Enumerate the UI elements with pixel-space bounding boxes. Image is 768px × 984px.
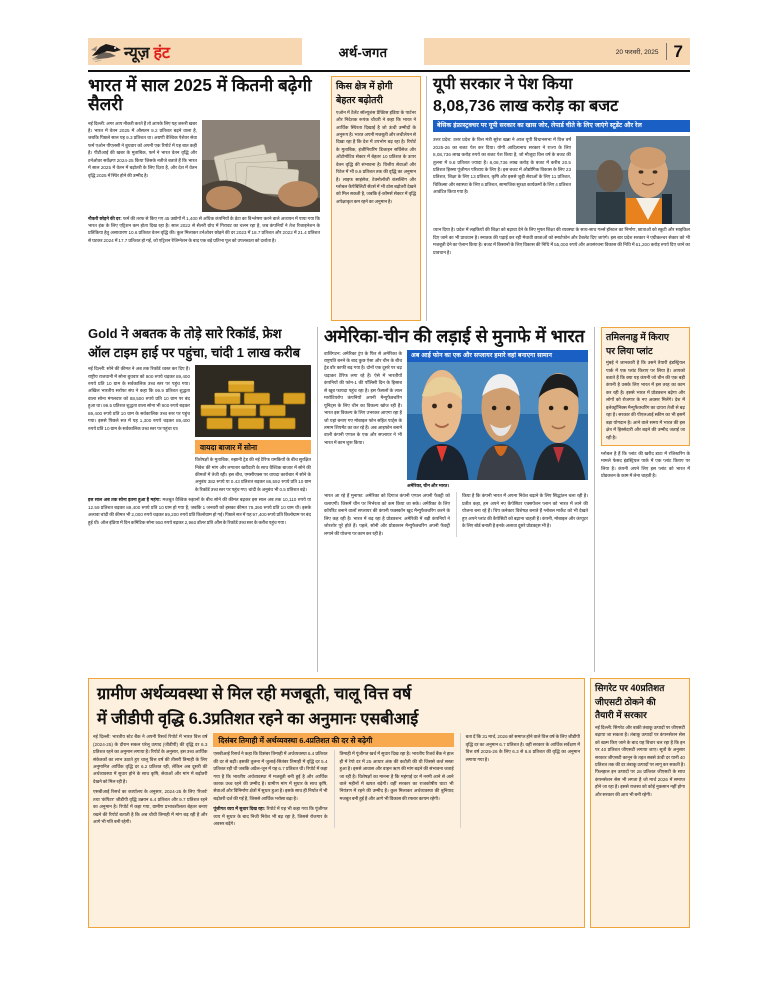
budget-band: बेसिक इंफ्रास्ट्रक्चर पर यूपी सरकार का खास जोर, लेपार्ड चीते के लिए जाएंगे स्टूडेंट और रेल: [433, 120, 690, 132]
masthead-meta: [424, 38, 690, 65]
budget-headline-line2: 8,08,736 लाख करोड़ का बजट: [433, 97, 619, 115]
budget-body-1: उत्तर प्रदेश: उत्तर प्रदेश के वित्त मंत्री सुरेश खन्ना ने आज यूपी विधानसभा में वित्त वर्ष 2025-26 का बजट पेश कर दिया। योगी आदित्यनाथ सरकार ने राज्य के लिए 8,08,736 लाख करोड़ रुपये का बजट पेश किया है, जो मौजूदा वित्त वर्ष के बजट की तुलना में 9.8 प्रतिशत ज्यादा है। 8,08,736 लाख करोड़ के बजट में करीब 20.5 प्रतिशत हिस्सा पूंजीगत परिव्यय के लिए है। इस बजट में औद्योगिक विकास के लिए 23 प्रतिशत, शिक्षा के लिए 13 प्रतिशत, कृषि और इससे जुड़ी सेवाओं के लिए 11 प्रतिशत, चिकित्सा और स्वास्थ्य के लिए 6 प्रतिशत, सामाजिक सुरक्षा कार्यक्रमों के लिए 4 प्रतिशत आवंटित किया गया है।: [433, 137, 571, 195]
eagle-bird-logo-icon: [90, 41, 124, 63]
tn-headline-line1: तमिलनाडु में किराए: [606, 332, 669, 342]
us-china-body-mid: भारत आ रहे हैं मुनाफा: अमेरिका को दिगाज कंपनी एप्पल अपनी फैक्ट्री को चलाएगी। जिसमें चीन पर निर्भरता को कम किया जा सके। अमेरिका के लिए कॉर्पोरेट बनाने वालों सप्लायर की कंपनी फक्स्कॉन खुद मैन्युफैक्चरिंग करने के लिए कह रही है। भारत में बढ़ रहा है प्रोडक्शन: अमेरिकी में बड़ी कंपनियों ने जोरशोर पूरे होते हैं। पहले, सोनी और प्रोडक्शन मैन्युफैक्चरिंग अपनी फैक्ट्री लगाने की योजना पर काम कर रही है।: [324, 493, 450, 536]
us-china-band: अब आई फोन का एक और सप्लायर हमारे वहां बनाएगा सामान: [407, 350, 588, 362]
gdp-body-2: एसबीआई रिसर्च का कार्यालय के अनुसार, 2024-25 के लिए 'रिजर्व' तथा 'कंपिटर' जीडीपी वृद्धि उन्नयन 6.4 प्रतिशत और 9.7 प्रतिशत रहने का अनुमान है। रिपोर्ट में कहा गया, ग्रामीण प्रभावशीलता बेहतर बनाए रखने की रिपोर्ट बताती है कि अब चौथी तिमाही में मांग बढ़ रही है और आगे भी गति बनी रहेगी।: [93, 789, 208, 825]
masthead-brand: [88, 38, 302, 65]
gdp-col-2: [213, 733, 453, 827]
gdp-sub-label: पूंजीगत व्यय में सुधार दिख रहा:: [213, 806, 266, 812]
us-china-body-tail: ग्लोबल है हैं कि प्लांट की खरीद डाटा में रजिस्टरिंग के मामले फेसद इंडस्ट्रियल पार्क में एक प्लांट किराए पर लिया है। कंपनी अपने लिए इस प्लांट को भारत में प्रोडक्शन के काम में लेना चाहती है।: [601, 450, 690, 479]
gold-photo-bars: [195, 365, 311, 437]
middle-region: [88, 327, 690, 672]
gdp-body-1: नई दिल्ली: भारतीय स्टेट बैंक ने अपनी रिसर्च रिपोर्ट में भारत वित्त वर्ष (2024-25) के दौरान सकल घरेलू उत्पाद (जीडीपी) की वृद्धि दर 6.3 प्रतिशत रहने का अनुमान लगाया है। रिपोर्ट के अनुसार, इस उच्च आर्थिक संकेतकों का लाभ उठाते हुए चालू वित्त वर्ष की तीसरी तिमाही के लिए अनुमानित आर्थिक वृद्धि दर 6.2 प्रतिशत रही, लेकिन अब दूसरी की अर्थव्यवस्था में सुधार होने के साथ कृषि, सेवाओं और मांग में बढ़ोतरी देखने को मिल रही है।: [93, 734, 208, 784]
salary-photo-money: [202, 120, 320, 212]
gdp-col-3: [460, 733, 580, 827]
top-region: [88, 76, 690, 321]
salary-sub-label: नौकरी छोड़ने की दर:: [88, 215, 122, 221]
story-salary: [88, 76, 326, 321]
cig-headline-line2: जीएसटी ठोकने की: [595, 696, 656, 707]
sector-body: एओन में टैलेंट सॉल्यूशंस प्रैक्टिस इंडिया के पार्टनर और निदेशक रूपंक चौधरी ने कहा कि भारत ने आर्थिक स्थिरता दिखाई है जो ऊंची उम्मीदों के अनुरूप है। भारत अपनी मजबूती और लचीलेपन से दिखा रहा है कि देश में उपभोग बढ़ रहा है। रिपोर्ट के मुताबिक, इंजीनियरिंग डिजाइन सर्विसेज और ऑटोमोटिव सेक्टर में बेहतर 10 प्रतिशत के ऊपर वेतन वृद्धि की संभावना है। वित्तीय सेवाओं और रिटेल में भी 9.9 प्रतिशत तक की वृद्धि का अनुमान है। लाइफ साइंसेज, टेक्नोलॉजी कंसल्टिंग और ग्लोबल कैपेबिलिटी सेंटर्स में भी ठोस बढ़ोतरी देखने को मिल सकती है, जबकि ई-कॉमर्स सेक्टर में वृद्धि अपेक्षाकृत कम रहने का अनुमान है।: [336, 109, 416, 204]
story-gold: [88, 327, 318, 672]
gdp-body-3: एसबीआई रिसर्च ने कहा कि दिसंबर तिमाही में अर्थव्यवस्था 6.4 प्रतिशत की दर से बढ़ी। इसकी तुलना में जुलाई-सितंबर तिमाही में वृद्धि दर 5.4 प्रतिशत रही थी जबकि अप्रैल-जून में यह 6.7 प्रतिशत थी। रिपोर्ट में कहा गया है कि भारतीय अर्थव्यवस्था में मजबूती बनी हुई है और आर्थिक कारक उच्च रहने की उम्मीद है। ग्रामीण मांग में सुधार के साथ कृषि, सेवाओं और विनिर्माण क्षेत्रों में सुधार हुआ है। इसके साथ ही निर्यात में भी बढ़ोतरी दर्ज की गई है, जिससे आर्थिक भरोसा बढ़ा है।: [213, 751, 328, 801]
salary-body-2: नौकरी छोड़ने की दर: फर्म की तरफ से किए गए 45 उद्योगों में 1,400 से अधिक कंपनियों के डेटा का विश्लेषण करने वाले अध्ययन में पाया गया कि भारत इंक के लिए एट्रिशन कम होता दिख रहा है। साल 2022 से सैलरी ग्रोथ में गिरावट का चलन रहा है, जब कंपनियों ने तेज रिजाइनेशन के प्रतिकिया हेतु असाधारण 10.6 प्रतिशत वेतन वृद्धि की। कुल मिलाकर टर्नओवर छोड़ने की दर 2023 में 18.7 प्रतिशत और 2022 में 21.4 प्रतिशत से घटकर 2024 में 17.7 प्रतिशत हो गई, जो एट्रिशन रेजिग्नेशन के बाद एक बड़े प्रतिभा पूल को उपलब्धता को दर्शाता है।: [88, 215, 320, 243]
gdp-body-5: तिमाही में पूंजीगत खर्च में सुधार दिख रहा है। भारतीय रिजर्व बैंक ने हाल ही में रेपो दर में 25 आधार अंक की कटौती की थी जिससे कर्ज सस्ता हुआ है। इससे आवास और वाहन ऋण की मांग बढ़ने की संभावना जताई जा रही है। विशेषज्ञों का मानना है कि महंगाई दर में नरमी आने से आने वाले महीनों में खपत बढ़ेगी। वहीं सरकार का राजकोषीय घाटा भी नियंत्रण में रहने की उम्मीद है। कुल मिलाकर अर्थव्यवस्था की बुनियाद मजबूत बनी हुई है और आगे भी विकास की रफ्तार कायम रहेगी।: [339, 751, 454, 801]
gold-sidebar-bar: वायदा बाजार में सोना: [195, 440, 311, 454]
cig-headline-line3: तैयारी में सरकार: [595, 710, 647, 721]
gold-body-1: नई दिल्ली: सोने की कीमत ने अब तक रिकॉर्ड ध्वस्त कर दिए हैं। राष्ट्रीय राजधानी में सोना बुधवार को 900 रुपये चढ़कर 89,400 रुपये प्रति 10 ग्राम के सर्वकालिक उच्च स्तर पर पहुंच गया। अखिल भारतीय सर्राफा संघ ने कहा कि 99.9 प्रतिशत शुद्धता वाला सोना मंगलवार को 88,500 रुपये प्रति 10 ग्राम पर बंद हुआ था। 99.5 प्रतिशत शुद्धता वाला सोना भी 900 रुपये बढ़कर 89,400 रुपये प्रति 10 ग्राम के सर्वकालिक उच्च स्तर पर पहुंच गया। इससे पिछले सत्र में यह 1,300 रुपये चढ़कर 89,400 रुपये प्रति 10 ग्राम के सर्वकालिक उच्च स्तर पर पहुंचा था।: [88, 366, 190, 431]
cig-body: नई दिल्ली: सिगरेट और बाकी तंबाकू उत्पादों पर जीएसटी बढ़ाया जा सकता है। तंबाकू उत्पादों पर कंपनसेशन सेस को खत्म किए जाने के बाद यह विचार चल रहा है कि इन पर 40 प्रतिशत जीएसटी लगाया जाए। सूत्रों के अनुसार सरकार जीएसटी कानून के तहत सबसे ऊंची दर यानी 40 प्रतिशत तक की दर तंबाकू उत्पादों पर लागू कर सकती है। फिलहाल इन उत्पादों पर 28 प्रतिशत जीएसटी के साथ कंपनसेशन सेस भी लगता है जो मार्च 2026 में समाप्त होने जा रहा है। इससे राजस्व को कोई नुकसान नहीं होगा और सरकार की आय भी बनी रहेगी।: [595, 724, 685, 797]
story-gdp: [88, 678, 585, 928]
sector-headline-line1: किस क्षेत्र में होगी: [336, 80, 393, 91]
salary-headline: भारत में साल 2025 में कितनी बढ़ेगी सैलरी: [88, 75, 312, 115]
us-china-body-right: किया है कि कंपनी भारत में अपना निवेश बढ़ाने के लिए सिद्धांतन चला रही है। प्रतीत कहा, हम अपने नए कैपेसिटर एक्सपेंशन प्लान को भारत में लाने की योजना बना रहे हैं। चिप कनेक्टर विशेषज्ञ बनाते हैं ग्लोबल मार्केट को भी देखते हुए अपने प्लांट की कैपेसिटी को बढ़ाना चाहती है। कंपनी, मोबाइल और कंप्यूटर के लिए बोर्ड बनाती है इनके अलावा दूसरे प्रोडक्ट्स भी है।: [462, 493, 588, 529]
us-china-body-left: वाशिंगटन: अमेरिका ट्रंप के फिर से अमेरिका के राष्ट्रपति बनने के बाद कुछ ऐसा और चीन के बीच ट्रेड वॉर काफी बढ़ गया है। दोनों एक दूसरे पर चढ़ चढ़ाकर टैरिफ लगा रहे हैं। ऐसे में भारतीयों कंपनियों की फोन-1 की पॉलिसी दिन के हिसाब से खूब फायदा पहुंच रहा है। इस फैसलों के लाल मारोटियरोप कंपनियों अपनी मैन्युफैक्चरिंग यूनिट्स के लिए चीन का विकल्प खोज रही हैं। भारत इस विकल्प के लिए उभरकर आएगा रहा है जो यहां बनाए गए मोबाइल फोन सहित पार्ट्स के तमाम शिपमेंट का कर रहे हैं। अब आइफोन बनाने वाली कंपनी एप्पल के एक और सप्लायर ने भी भारत में काम शुरू किया।: [324, 350, 402, 445]
masthead: [88, 38, 690, 65]
sector-headline-line2: बेहतर बढ़ोतरी: [336, 93, 383, 105]
gdp-body-4: पूंजीगत व्यय में सुधार दिख रहा: रिपोर्ट में यह भी कहा गया कि पूंजीगत व्यय में सुधार के बाद निजी निवेश भी बढ़ रहा है, जिससे रोजगार के अवसर बढ़ेंगे।: [213, 806, 328, 827]
tn-headline-line2: पर लिया प्लांट: [606, 345, 653, 356]
story-us-china: [318, 327, 594, 672]
us-china-photo-leaders: [407, 362, 588, 480]
budget-body-2: ध्यान दिया है। प्रदेश में लड़कियों की शिक्षा को बढ़ावा देने के लिए मुफ्त शिक्षा की व्यवस्था के साथ-साथ गर्ल्स हॉस्टल का निर्माण, छात्राओं को स्कूटी और साइकिल दिए जाने का भी प्रावधान है। स्नातक की पढ़ाई कर रही मेधावी छात्राओं को स्मार्टफोन और टैबलेट दिए जाएंगे। इस बार प्रदेश सरकार ने एग्रीकल्चर सेक्टर को भी मजबूती देने का ऐलान किया है। बजट में किसानों के लिए विकास की निधि में 55,000 रुपये और अवसंरचना विकास की निधि में 61,200 करोड़ रुपये दिए जाने का प्रावधान है।: [433, 227, 690, 255]
gold-headline-line2: ऑल टाइम हाई पर पहुंचा, चांदी 1 लाख करीब: [88, 344, 300, 360]
budget-photo-cm: [576, 136, 690, 224]
publication-date: 20 फरवरी, 2025: [615, 49, 659, 56]
gold-sub-label: इस साल अब तक सोना इतना हुआ है महंगा:: [88, 497, 162, 503]
gdp-headline-line2: में जीडीपी वृद्धि 6.3प्रतिशत रहने का अनुमानः एसबीआई: [97, 710, 419, 729]
section-title: अर्थ-जगत: [338, 44, 388, 60]
gold-sidebar-body: विशेषज्ञों के मुताबिक, रुझानी ट्रेड की नई टैरिफ धमकियों के बीच सुरक्षित निवेश की मांग और लगातार खरीदारी के साथ वैश्विक बाजार में सोने की कीमतों में तेजी रही। इस बीच, एमसीएक्स पर वायदा कारोबार में सोने के अनुबंध 382 रुपये या 0.43 प्रतिशत बढ़कर 86,592 रुपये प्रति 10 ग्राम के रिकॉर्ड उच्च स्तर पर पहुंच गए। चांदी के अनुबंध भी 0.5 प्रतिशत बढ़े।: [195, 457, 311, 492]
us-china-headline: अमेरिका-चीन की लड़ाई से मुनाफे में भारत: [324, 326, 585, 346]
tn-body: मुंबई ने जानकारी है कि उसने तैयारी इंडस्ट्रियल पार्क में एक प्लांट किराए पर लिया है। आपको बताते हैं कि क्या यह कंपनी जो चीन की एक बड़ी कंपनी है उसके लिए भारत में इस तरह का काम कर रही है। इससे भारत में प्रोडक्शन बढ़ेगा और लोगों को रोजगार के नए अवसर मिलेंगे। देश में इलेक्ट्रॉनिक्स मैन्युफैक्चरिंग का दायरा तेजी से बढ़ रहा है। सरकार की पीएलआई स्कीम का भी इसमें बड़ा योगदान है। आने वाले समय में भारत की इस क्षेत्र में हिस्सेदारी और बढ़ने की उम्मीद जताई जा रही है।: [606, 360, 685, 440]
gdp-body-6: बता दें कि 31 मार्च, 2026 को समाप्त होने वाले वित्त वर्ष के लिए जीडीपी वृद्धि दर का अनुमान 6.7 प्रतिशत है। वहीं सरकार के आर्थिक सर्वेक्षण में वित्त वर्ष 2025-26 के लिए 6.3 से 6.8 प्रतिशत की वृद्धि का अनुमान लगाया गया है।: [465, 734, 580, 762]
budget-headline-line1: यूपी सरकार ने पेश किया: [433, 76, 573, 93]
gold-headline-line1: Gold ने अबतक के तोड़े सारे रिकॉर्ड, फ्रेश: [88, 326, 282, 341]
story-tn: [594, 327, 690, 672]
story-cigarette: [590, 678, 690, 928]
page-number: 7: [666, 43, 686, 60]
brand-name: न्यूज़ हंट: [124, 44, 170, 62]
story-sector: [326, 76, 426, 321]
gdp-headline-line1: ग्रामीण अर्थव्यवस्था से मिल रही मजबूती, चालू वित्त वर्ष: [97, 685, 412, 703]
gold-body-2: इस साल अब तक सोना इतना हुआ है महंगा: मजबूत वैश्विक रुझानों के बीच सोने की कीमत बढ़कर इस साल अब तक 10,110 रुपये या 12.59 प्रतिशत बढ़कर 89,400 रुपये प्रति 10 ग्राम हो गया है, जबकि 1 जनवरी को इसका कीमत 79,390 रुपये प्रति 10 ग्राम थी। इसके अलावा चांदी की कीमत भी 2,000 रुपये चढ़कर 99,200 रुपये प्रति किलोग्राम हो गई। पिछले सत्र में यह 97,400 रुपये प्रति किलोग्राम पर बंद हुई थी। ऑल इंडिया में दिन कमिटिक सोना 950 रुपये बढ़कर 2,960 डॉलर प्रति औंस के रिकॉर्ड उच्च स्तर के करीब पहुंच गया।: [88, 497, 311, 525]
bottom-region: [88, 678, 690, 928]
us-china-caption: अमेरिका, चीन और भारत।: [407, 483, 450, 489]
story-budget: [426, 76, 690, 321]
salary-body-1: नई दिल्ली: अगर आप नौकरी करते हैं तो आपके लिए यह जरूरी खबर है। भारत में वेतन 2025 में औसतन 9.2 प्रतिशत बढ़ने वाला है, जबकि पिछले साल यह 9.3 प्रतिशत था। अग्रणी वैश्विक पेशेवर सेवा फर्म एओन पीएलसी ने बुधवार को अपनी एक रिपोर्ट में यह बात कही है। पीटीआई की खबर के मुताबिक, फर्म ने भारत वेतन वृद्धि और टर्नओवर सर्वेक्षण 2024-25 किया जिसके नतीजे बताते हैं कि भारत में साल 2025 में वेतन में बढ़ोतरी के लिए दिशा है, और देश में वेतन वृद्धि 2025 में स्थिर होने की उम्मीद है।: [88, 120, 197, 178]
cig-headline-line1: सिगरेट पर 40प्रतिशत: [595, 683, 665, 693]
gdp-sub-bar: दिसंबर तिमाही में अर्थव्यवस्था 6.4प्रतिशत की दर से बढ़ेगी: [213, 733, 453, 747]
section-title-wrap: [302, 38, 424, 65]
gdp-col-1: [93, 733, 207, 827]
masthead-rule: [88, 70, 690, 72]
